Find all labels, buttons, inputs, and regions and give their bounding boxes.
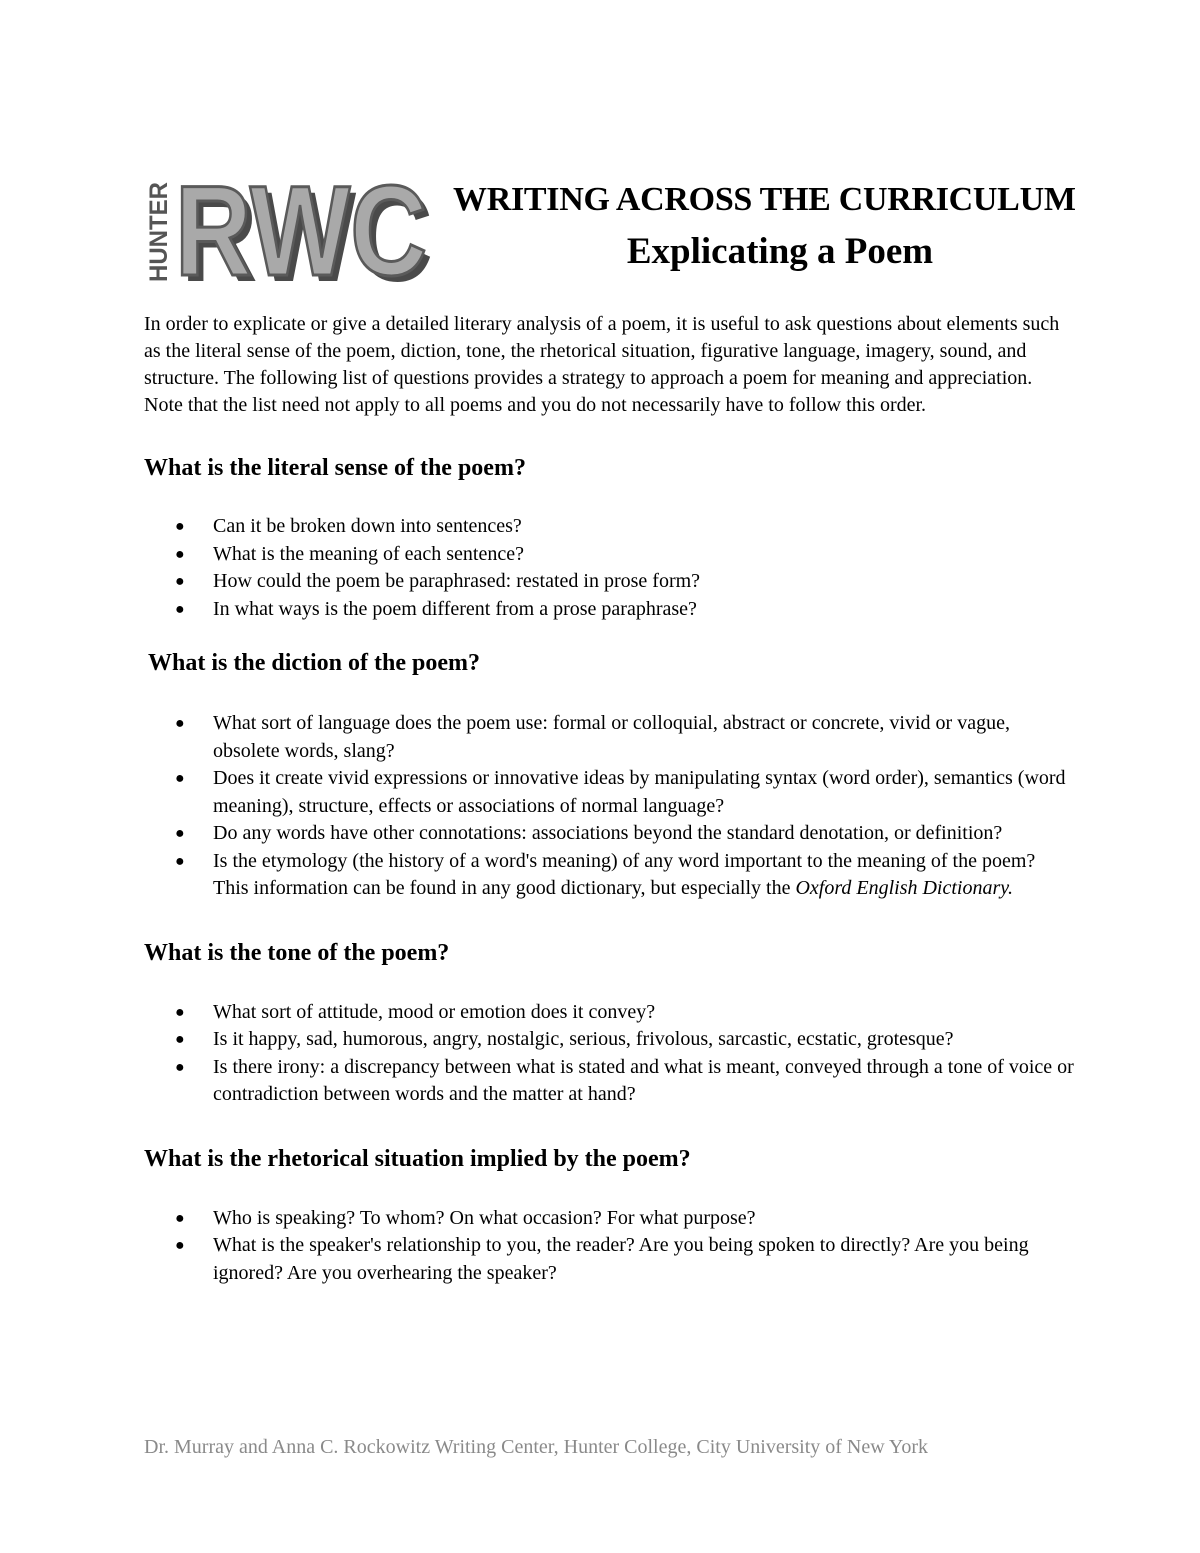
list-item: ● What is the speaker's relationship to you, the reader? Are you being spoken to directly? Are you being ignored? Are you overhearing the speaker?: [175, 1234, 1029, 1284]
bullet-icon: ●: [175, 600, 185, 618]
bullet-icon: ●: [175, 518, 185, 535]
question-list: [144, 999, 1074, 1109]
section-diction: [144, 648, 1074, 903]
header-title: WRITING ACROSS THE CURRICULUM: [453, 181, 1076, 218]
bullet-icon: ●: [175, 852, 185, 870]
list-item: ● Is the etymology (the history of a word's meaning) of any word important to the meaning of the poem? This information can be found in any good dictionary, but especially the Oxford English Dictionary.: [175, 849, 1036, 899]
bullet-icon: ●: [175, 573, 185, 590]
list-item: ● In what ways is the poem different from a prose paraphrase?: [144, 596, 1074, 624]
intro-paragraph: In order to explicate or give a detailed literary analysis of a poem, it is useful to ask questions about elements such as the literal sense of the poem, diction, tone, the rhetorical situation, figurative language, imagery, sound, and structure. The following list of questions provides a strategy to approach a poem for meaning and appreciation. Note that the list need not apply to all poems and you do not necessarily have to follow this order.: [144, 313, 1060, 416]
logo-vertical-text: HUNTER: [145, 178, 173, 282]
list-item: ● Does it create vivid expressions or innovative ideas by manipulating syntax (word order), semantics (word meaning), structure, effects or associations of normal language?: [175, 767, 1066, 817]
list-item: ● How could the poem be paraphrased: restated in prose form?: [144, 568, 1074, 596]
list-item: ● What sort of attitude, mood or emotion does it convey?: [144, 999, 1074, 1027]
section-rhetorical-situation: [144, 1144, 1074, 1288]
bullet-icon: ●: [175, 770, 185, 787]
bullet-icon: ●: [175, 715, 185, 732]
rwc-logo: [140, 178, 440, 286]
list-item: ● Do any words have other connotations: associations beyond the standard denotation, or definition?: [144, 820, 1074, 848]
question-list: [144, 710, 1074, 903]
logo-main-text: RWC: [175, 178, 427, 286]
bullet-icon: ●: [175, 545, 185, 563]
bullet-icon: ●: [175, 1237, 185, 1254]
page-footer: Dr. Murray and Anna C. Rockowitz Writing Center, Hunter College, City University of New York: [144, 1436, 929, 1458]
bullet-icon: ●: [175, 825, 185, 842]
section-tone: [144, 938, 1074, 1109]
list-item: ● Is there irony: a discrepancy between what is stated and what is meant, conveyed through a tone of voice or contradiction between words and the matter at hand?: [175, 1055, 1074, 1105]
section-heading: What is the tone of the poem?: [144, 939, 450, 966]
question-list: [144, 513, 1074, 623]
section-heading: What is the diction of the poem?: [148, 650, 480, 676]
bullet-icon: ●: [175, 1058, 185, 1076]
list-item: ● Can it be broken down into sentences?: [144, 513, 1074, 541]
section-literal-sense: [144, 453, 1074, 623]
logo-shadow-text: RWC: [181, 178, 433, 286]
document-body: [144, 311, 1074, 1287]
list-item: ● What is the meaning of each sentence?: [144, 541, 1074, 569]
question-list: [144, 1205, 1074, 1288]
list-item: ● What sort of language does the poem use: formal or colloquial, abstract or concrete, vivid or vague, obsolete words, slang?: [175, 712, 1010, 762]
section-heading: What is the rhetorical situation implied by the poem?: [144, 1145, 691, 1172]
bullet-icon: ●: [175, 1031, 185, 1048]
list-item: ● Is it happy, sad, humorous, angry, nostalgic, serious, frivolous, sarcastic, ecstatic, grotesque?: [144, 1026, 1074, 1054]
dictionary-title: Oxford English Dictionary.: [795, 877, 1014, 899]
section-heading: What is the literal sense of the poem?: [144, 455, 526, 481]
bullet-icon: ●: [175, 1003, 185, 1021]
bullet-icon: ●: [175, 1209, 185, 1227]
list-item: ● Who is speaking? To whom? On what occasion? For what purpose?: [144, 1205, 1074, 1233]
header-subtitle: Explicating a Poem: [626, 231, 934, 272]
